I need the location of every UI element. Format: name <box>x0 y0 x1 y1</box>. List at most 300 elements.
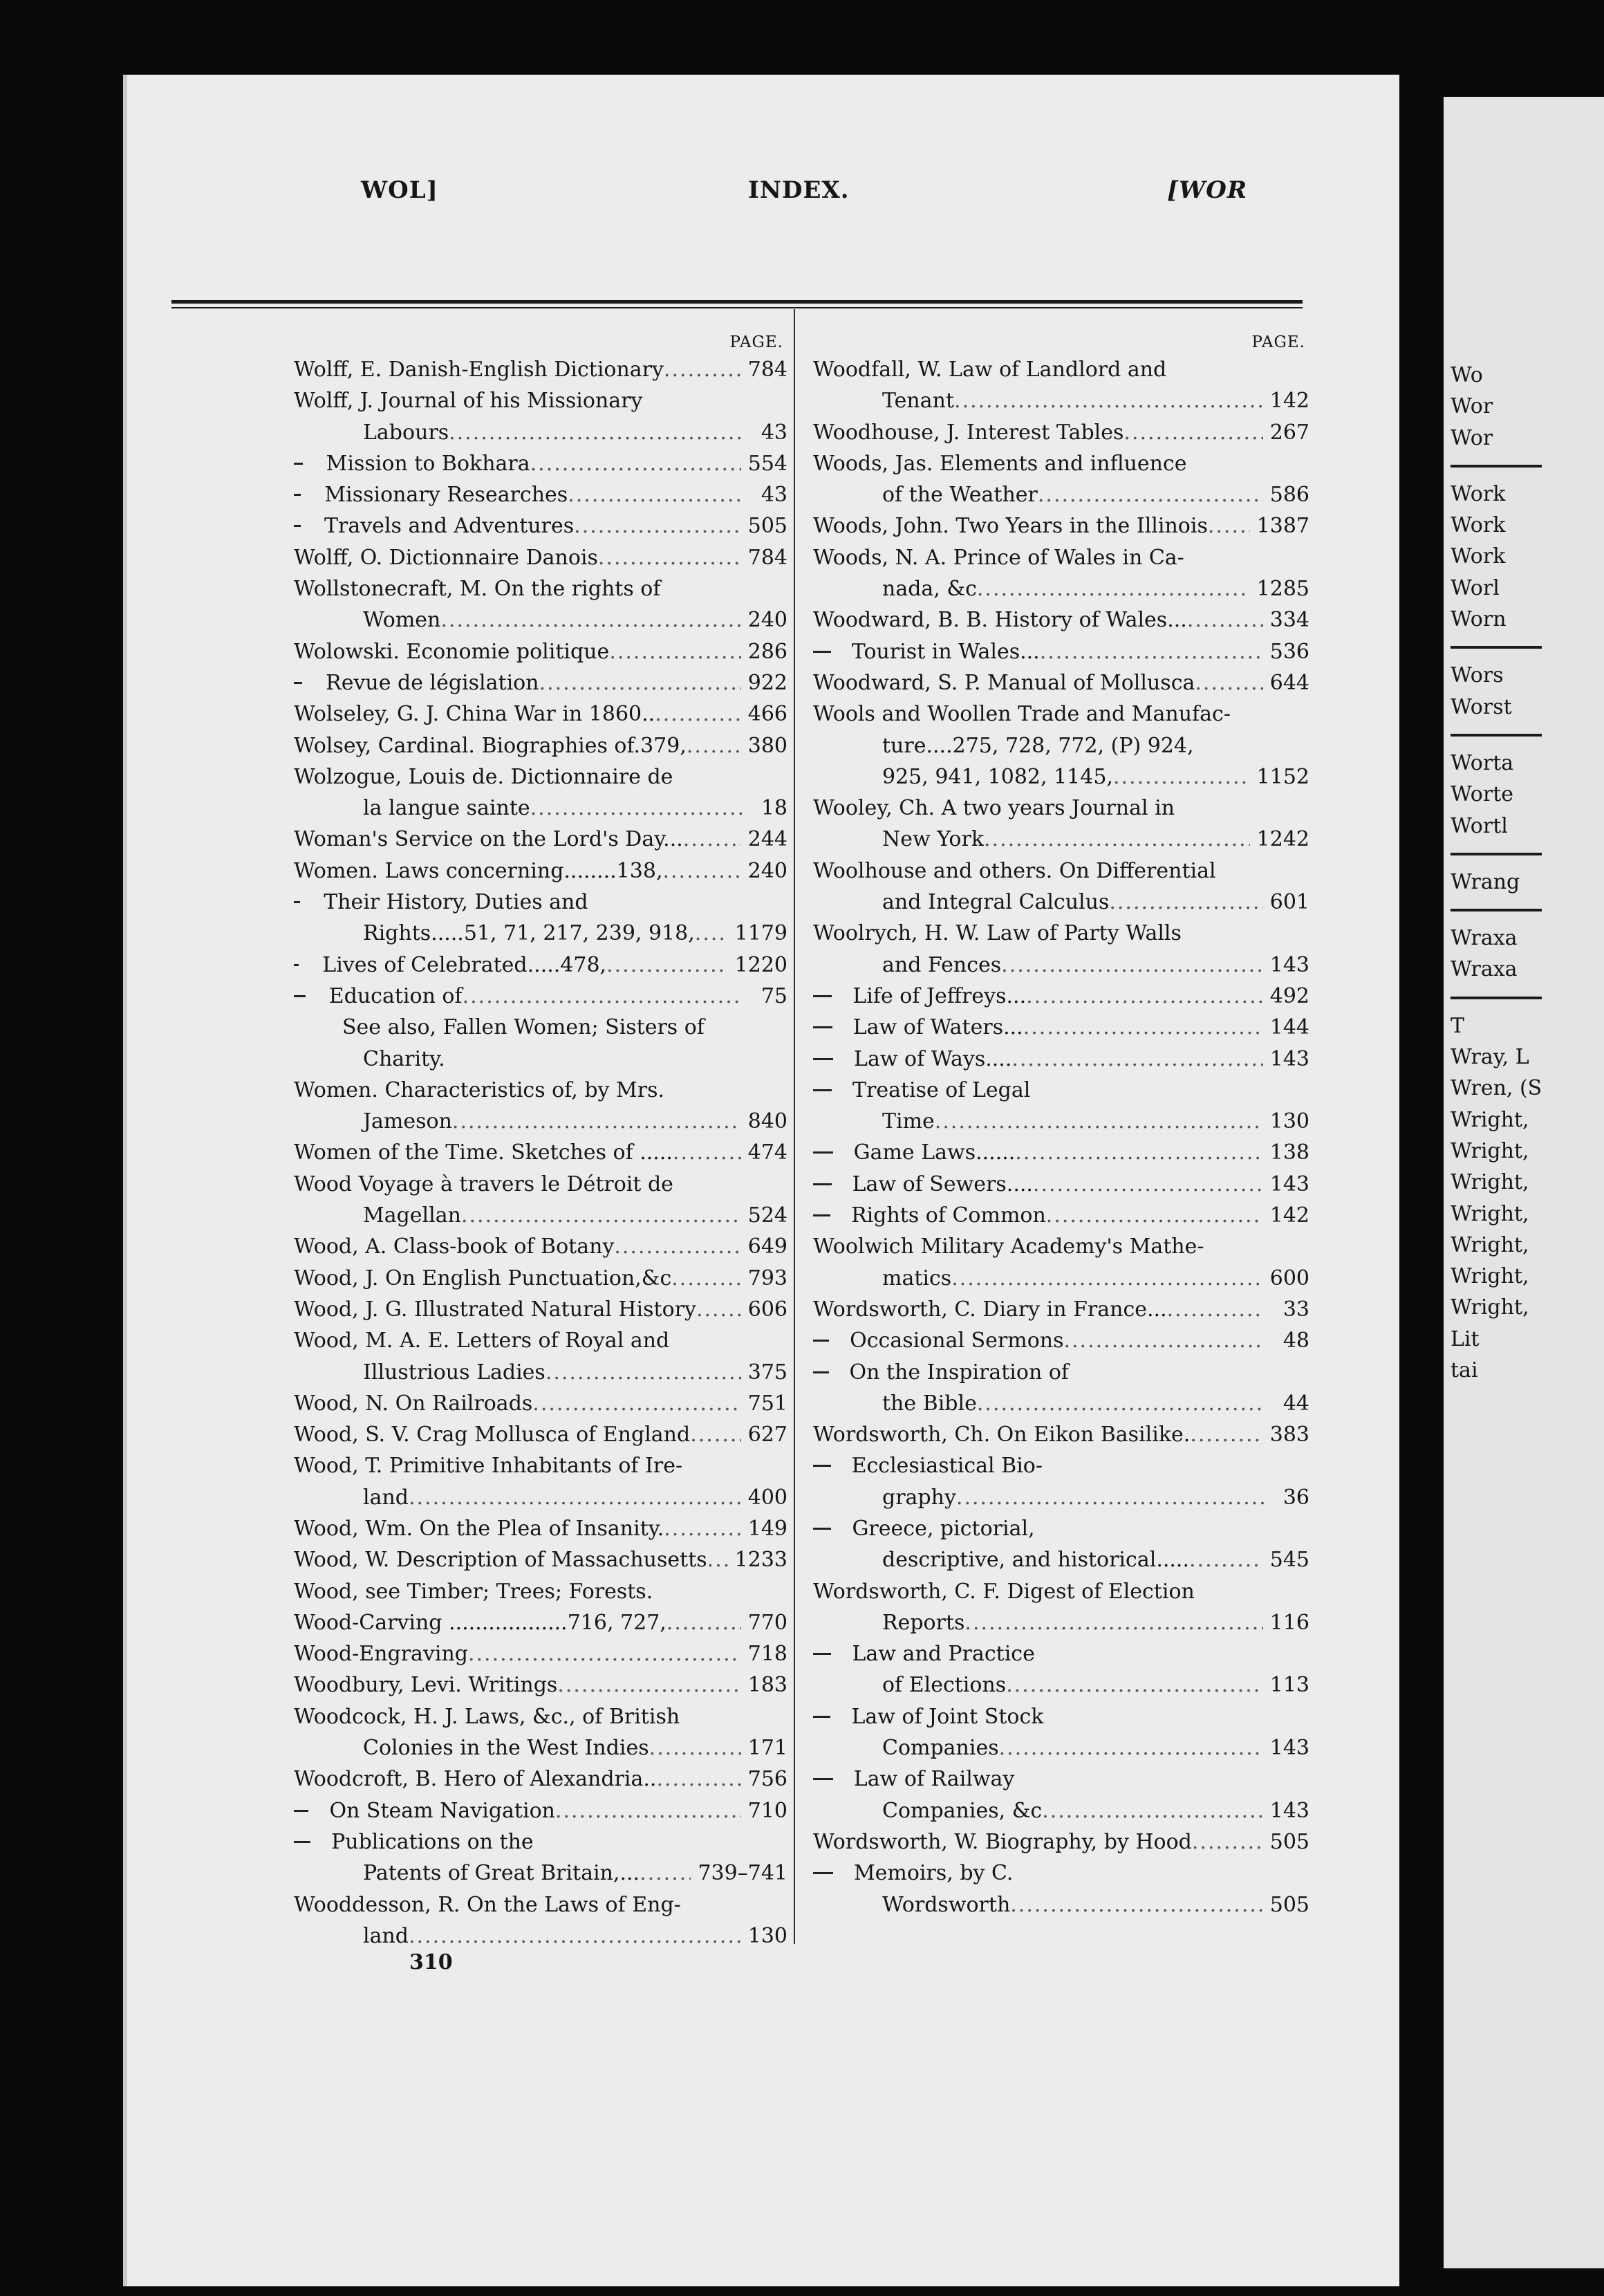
leader-dots <box>662 855 740 887</box>
entry-text: Wood-Carving ..................716, 727, <box>294 1610 666 1635</box>
index-entry <box>813 1482 1309 1513</box>
leader-dots <box>468 1638 741 1669</box>
index-entry <box>813 1357 1309 1388</box>
page-number: 627 <box>747 1423 787 1447</box>
page-number: 770 <box>747 1610 787 1635</box>
leader-dots <box>951 1263 1263 1294</box>
index-entry <box>294 1826 787 1858</box>
ditto-rule <box>813 1653 831 1655</box>
fragment-text: Wrang <box>1451 869 1520 894</box>
leader-dots <box>954 385 1263 416</box>
leader-dots <box>671 1263 740 1294</box>
ditto-rule <box>813 1872 833 1874</box>
leader-dots <box>656 1763 740 1795</box>
leader-dots <box>695 918 728 949</box>
page-number: 143 <box>1269 1046 1309 1071</box>
fragment-rule <box>1451 909 1542 911</box>
leader-dots <box>1010 1889 1262 1920</box>
leader-dots <box>568 479 742 510</box>
entry-text: Law of Waters... <box>852 1015 1023 1040</box>
index-entry <box>813 1638 1309 1669</box>
entry-text: Revue de législation <box>326 670 539 695</box>
fragment-text: Wo <box>1451 363 1483 387</box>
index-entry <box>294 448 787 479</box>
index-entry <box>294 542 787 573</box>
entry-text: Wolowski. Economie politique <box>294 639 610 664</box>
index-entry <box>813 761 1309 793</box>
page-number: 536 <box>1269 639 1309 664</box>
entry-text: Patents of Great Britain,... <box>363 1861 640 1886</box>
entry-text: Wood, T. Primitive Inhabitants of Ire- <box>294 1454 683 1479</box>
entry-text: New York <box>882 827 984 852</box>
entry-text: Wood, J. G. Illustrated Natural History <box>294 1297 696 1322</box>
ditto-rule <box>813 651 831 653</box>
index-entry <box>294 385 787 416</box>
leader-dots <box>532 1388 740 1419</box>
leader-dots <box>999 1732 1263 1763</box>
entry-text: Woodfall, W. Law of Landlord and <box>813 358 1167 382</box>
running-head-left: WOL] <box>361 176 438 204</box>
entry-text: Wordsworth, Ch. On Eikon Basilike. <box>813 1423 1191 1447</box>
entry-text: Wordsworth, C. F. Digest of Election <box>813 1579 1195 1604</box>
leader-dots <box>452 1106 741 1137</box>
page-number: 505 <box>1269 1892 1309 1917</box>
fragment-text: Wright, <box>1451 1138 1529 1163</box>
index-entry <box>813 1889 1309 1920</box>
entry-text: Woodward, S. P. Manual of Mollusca <box>813 670 1195 695</box>
page-number: 739–741 <box>698 1861 787 1886</box>
entry-text: Wood, see Timber; Trees; Forests. <box>294 1579 653 1604</box>
entry-text: Time <box>882 1109 935 1134</box>
index-entry <box>294 510 787 541</box>
entry-text: land <box>363 1923 409 1948</box>
index-entry <box>294 667 787 698</box>
page-number: 524 <box>747 1203 787 1228</box>
index-entry <box>294 1419 787 1450</box>
entry-text: Colonies in the West Indies <box>363 1736 649 1761</box>
page-number: 48 <box>1283 1328 1309 1353</box>
fragment-text: Worta <box>1451 750 1514 775</box>
entry-text: Memoirs, by C. <box>853 1861 1014 1886</box>
index-entry <box>813 1576 1309 1607</box>
index-entry <box>294 479 787 510</box>
entry-text: the Bible <box>882 1391 977 1416</box>
index-entry <box>294 1263 787 1294</box>
index-entry <box>294 1357 787 1388</box>
index-entry <box>813 667 1309 698</box>
ditto-rule <box>813 1778 833 1780</box>
next-page-fragment <box>1444 97 1604 2268</box>
index-entry <box>294 1701 787 1732</box>
page-number: 606 <box>747 1297 787 1322</box>
ditto-rule <box>294 995 306 997</box>
index-entry <box>294 1137 787 1168</box>
ditto-rule <box>294 682 302 684</box>
index-entry <box>294 698 787 730</box>
leader-dots <box>461 1200 741 1231</box>
entry-text: Occasional Sermons <box>850 1328 1064 1353</box>
entry-text: Charity. <box>363 1046 445 1071</box>
index-entry <box>813 448 1309 479</box>
entry-text: Treatise of Legal <box>852 1077 1031 1102</box>
index-entry <box>294 1482 787 1513</box>
entry-text: Woodhouse, J. Interest Tables <box>813 420 1124 445</box>
page-number: 600 <box>1269 1266 1309 1290</box>
fragment-rule <box>1451 465 1542 467</box>
index-entry <box>294 1325 787 1356</box>
fragment-text: Work <box>1451 513 1506 538</box>
index-entry <box>294 1169 787 1200</box>
entry-text: Women. Laws concerning........138, <box>294 858 663 883</box>
entry-text: Ecclesiastical Bio- <box>851 1454 1043 1479</box>
leader-dots <box>664 354 741 385</box>
leader-dots <box>1011 1044 1262 1075</box>
page-number: 784 <box>747 358 787 382</box>
ditto-rule <box>294 1841 310 1843</box>
fragment-rule <box>1451 734 1542 737</box>
entry-text: nada, &c <box>882 577 977 602</box>
entry-text: Life of Jeffreys... <box>852 983 1027 1008</box>
entry-text: Tenant <box>882 389 955 414</box>
index-entry <box>813 1513 1309 1544</box>
leader-dots <box>977 573 1250 604</box>
entry-text: Woolrych, H. W. Law of Party Walls <box>813 921 1182 946</box>
entry-text: Wools and Woollen Trade and Manufac- <box>813 702 1231 727</box>
entry-text: Wolseley, G. J. China War in 1860.. <box>294 702 655 727</box>
entry-text: Education of <box>328 983 463 1008</box>
entry-text: Woodcroft, B. Hero of Alexandria.. <box>294 1767 657 1792</box>
leader-dots <box>1046 1200 1263 1231</box>
entry-text: Publications on the <box>331 1829 534 1854</box>
page-number: 1220 <box>734 952 787 977</box>
ditto-rule <box>813 1371 829 1373</box>
ditto-rule <box>294 1810 308 1812</box>
page-number: 922 <box>747 670 787 695</box>
leader-dots <box>574 510 741 541</box>
index-entry <box>294 636 787 667</box>
entry-text: Law of Joint Stock <box>851 1704 1044 1729</box>
leader-dots <box>666 1607 741 1638</box>
ditto-rule <box>813 1340 829 1342</box>
index-entry <box>294 573 787 604</box>
ditto-rule <box>294 964 299 966</box>
index-entry <box>813 855 1309 887</box>
index-entry <box>294 1638 787 1669</box>
index-entry <box>294 1889 787 1920</box>
index-entry <box>813 1607 1309 1638</box>
page-number: 784 <box>747 545 787 570</box>
leader-dots <box>687 730 741 761</box>
index-entry <box>813 510 1309 541</box>
entry-text: Wolsey, Cardinal. Biographies of.379, <box>294 733 687 758</box>
index-entry <box>294 855 787 887</box>
page-number: 143 <box>1269 1172 1309 1196</box>
page-number: 43 <box>761 420 787 445</box>
page-number: 240 <box>747 608 787 633</box>
page-number: 1242 <box>1256 827 1309 852</box>
leader-dots <box>673 1137 741 1168</box>
entry-text: Reports <box>882 1610 965 1635</box>
index-entry <box>294 1388 787 1419</box>
index-entry <box>813 730 1309 761</box>
fragment-text: Wren, (S <box>1451 1076 1542 1101</box>
page-number: 142 <box>1269 389 1309 414</box>
entry-text: Woolwich Military Academy's Mathe- <box>813 1234 1204 1259</box>
fragment-text: Lit <box>1451 1326 1480 1351</box>
entry-text: matics <box>882 1266 952 1290</box>
leader-dots <box>1195 667 1262 698</box>
leader-dots <box>598 542 741 573</box>
fragment-text: Wraxa <box>1451 957 1518 982</box>
leader-dots <box>1042 1795 1263 1826</box>
entry-text: Wood, A. Class-book of Botany <box>294 1234 615 1259</box>
entry-text: See also, Fallen Women; Sisters of <box>342 1015 705 1040</box>
leader-dots <box>409 1482 741 1513</box>
entry-text: Wolff, J. Journal of his Missionary <box>294 389 643 414</box>
page-number: 505 <box>747 514 787 539</box>
index-entry <box>294 1544 787 1575</box>
leader-dots <box>1063 1325 1264 1356</box>
leader-dots <box>440 604 740 636</box>
running-head-right: [WOR <box>1167 176 1248 204</box>
leader-dots <box>655 698 741 730</box>
entry-text: Woods, N. A. Prince of Wales in Ca- <box>813 545 1184 570</box>
page-number: 75 <box>761 983 787 1008</box>
leader-dots <box>690 1419 741 1450</box>
page-number: 492 <box>1269 983 1309 1008</box>
leader-dots <box>609 636 740 667</box>
index-entry <box>813 636 1309 667</box>
page-number: 244 <box>747 827 787 852</box>
ditto-rule <box>294 494 301 496</box>
page-number: 142 <box>1269 1203 1309 1228</box>
entry-text: graphy <box>882 1485 956 1510</box>
index-entry <box>294 1732 787 1763</box>
index-entry <box>813 604 1309 636</box>
index-entry <box>294 1669 787 1701</box>
page-number: 644 <box>1269 670 1309 695</box>
fragment-text: Wray, L <box>1451 1045 1529 1070</box>
index-entry <box>813 1294 1309 1325</box>
fragment-rule <box>1451 997 1542 999</box>
entry-text: Wood, S. V. Crag Mollusca of England <box>294 1423 691 1447</box>
page-number: 143 <box>1269 952 1309 977</box>
page-number: 18 <box>761 796 787 821</box>
index-entry <box>813 1419 1309 1450</box>
page-number: 751 <box>747 1391 787 1416</box>
entry-text: Lives of Celebrated.....478, <box>322 952 607 977</box>
fragment-text: Worst <box>1451 694 1512 719</box>
leader-dots <box>606 950 728 981</box>
index-entry <box>813 1044 1309 1075</box>
fragment-text: Worn <box>1451 607 1507 632</box>
index-entry <box>294 1012 787 1043</box>
index-entry <box>813 1858 1309 1889</box>
fragment-text: Wor <box>1451 394 1493 419</box>
fragment-text: tai <box>1451 1358 1478 1383</box>
index-entry <box>813 479 1309 510</box>
entry-text: of Elections <box>882 1673 1007 1698</box>
page-label: PAGE. <box>729 333 783 351</box>
entry-text: Wood, W. Description of Massachusetts <box>294 1548 707 1573</box>
ditto-rule <box>813 995 832 997</box>
ditto-rule <box>294 463 303 465</box>
index-entry <box>813 1544 1309 1575</box>
ditto-rule <box>813 1465 831 1467</box>
leader-dots <box>1040 636 1263 667</box>
page-number: 171 <box>747 1736 787 1761</box>
index-entry <box>813 1075 1309 1106</box>
fragment-text: Wraxa <box>1451 926 1518 951</box>
index-entry <box>294 1576 787 1607</box>
page-number: 33 <box>1283 1297 1309 1322</box>
entry-text: Wood, N. On Railroads <box>294 1391 533 1416</box>
entry-text: Wooddesson, R. On the Laws of Eng- <box>294 1892 681 1917</box>
entry-text: Their History, Duties and <box>324 890 588 915</box>
page-number: 113 <box>1269 1673 1309 1698</box>
page-number: 1233 <box>734 1548 787 1573</box>
index-entry <box>813 1231 1309 1262</box>
ditto-rule <box>813 1716 830 1718</box>
entry-text: and Integral Calculus <box>882 890 1110 915</box>
entry-text: Woolhouse and others. On Differential <box>813 858 1216 883</box>
leader-dots <box>707 1544 728 1575</box>
index-entry <box>294 761 787 793</box>
leader-dots <box>1190 1419 1262 1450</box>
column-divider <box>794 309 795 1944</box>
index-entry <box>813 1200 1309 1231</box>
index-entry <box>294 1200 787 1231</box>
page-number: 375 <box>747 1360 787 1385</box>
entry-text: descriptive, and historical..... <box>882 1548 1189 1573</box>
fragment-text: Work <box>1451 544 1506 569</box>
page-number: 400 <box>747 1485 787 1510</box>
leader-dots <box>1113 761 1250 793</box>
leader-dots <box>1192 1826 1263 1858</box>
leader-dots <box>1033 1169 1263 1200</box>
fragment-text: Work <box>1451 481 1506 506</box>
page-number: 545 <box>1269 1548 1309 1573</box>
index-entry <box>294 1763 787 1795</box>
fragment-text: Wright, <box>1451 1201 1529 1226</box>
page-number: 130 <box>1269 1109 1309 1134</box>
entry-text: Wolzogue, Louis de. Dictionnaire de <box>294 764 673 789</box>
page-number: 718 <box>747 1642 787 1667</box>
right-column <box>813 331 1309 1920</box>
entry-text: On the Inspiration of <box>849 1360 1069 1385</box>
entry-text: Travels and Adventures <box>324 514 575 539</box>
leader-dots <box>935 1106 1263 1137</box>
ditto-rule <box>813 1026 832 1028</box>
entry-text: Greece, pictorial, <box>852 1516 1035 1541</box>
leader-dots <box>1026 981 1263 1012</box>
entry-text: Wood, J. On English Punctuation,&c <box>294 1266 672 1290</box>
entry-text: Game Laws...... <box>853 1140 1016 1165</box>
index-entry <box>813 1012 1309 1043</box>
index-entry <box>813 1137 1309 1168</box>
entry-text: Woodbury, Levi. Writings <box>294 1673 558 1698</box>
leader-dots <box>409 1920 741 1952</box>
entry-text: ture....275, 728, 772, (P) 924, <box>882 733 1194 758</box>
page-number: 649 <box>747 1234 787 1259</box>
entry-text: 925, 941, 1082, 1145, <box>882 764 1113 789</box>
page-number: 144 <box>1269 1015 1309 1040</box>
index-entry <box>813 1263 1309 1294</box>
entry-text: Wordsworth <box>882 1892 1011 1917</box>
fragment-rule <box>1451 853 1542 855</box>
index-entry <box>813 1763 1309 1795</box>
index-entry <box>813 1169 1309 1200</box>
entry-text: Companies, &c <box>882 1798 1043 1823</box>
page-number: 143 <box>1269 1736 1309 1761</box>
entry-text: of the Weather <box>882 483 1038 508</box>
index-entry <box>294 1075 787 1106</box>
page-number: 44 <box>1283 1391 1309 1416</box>
page-number: 43 <box>761 483 787 508</box>
page-number: 756 <box>747 1767 787 1792</box>
index-entry <box>294 1607 787 1638</box>
leader-dots <box>1015 1137 1262 1168</box>
entry-text: Woods, Jas. Elements and influence <box>813 451 1187 476</box>
page-number: 286 <box>747 639 787 664</box>
fragment-text: Wright, <box>1451 1170 1529 1195</box>
page-number: 383 <box>1269 1423 1309 1447</box>
index-entry <box>813 1450 1309 1481</box>
entry-text: Wood, M. A. E. Letters of Royal and <box>294 1328 670 1353</box>
leader-dots <box>614 1231 740 1262</box>
index-entry <box>813 1388 1309 1419</box>
index-entry <box>294 730 787 761</box>
index-entry <box>294 793 787 824</box>
page-number: 586 <box>1269 483 1309 508</box>
page-number: 138 <box>1269 1140 1309 1165</box>
fragment-text: Wors <box>1451 663 1504 688</box>
entry-text: Women. Characteristics of, by Mrs. <box>294 1077 665 1102</box>
entry-text: Mission to Bokhara <box>326 451 530 476</box>
index-entry <box>294 1795 787 1826</box>
leader-dots <box>1001 950 1263 981</box>
index-entry <box>813 887 1309 918</box>
index-entry <box>813 573 1309 604</box>
index-entry <box>813 417 1309 448</box>
ditto-rule <box>294 525 301 527</box>
entry-text: Law and Practice <box>852 1642 1035 1667</box>
leader-dots <box>449 417 742 448</box>
leader-dots <box>1023 1012 1263 1043</box>
page-number: 183 <box>747 1673 787 1698</box>
page-number: 840 <box>747 1109 787 1134</box>
ditto-rule <box>813 1183 832 1185</box>
leader-dots <box>664 1513 740 1544</box>
leader-dots <box>539 667 741 698</box>
entry-text: Women <box>363 608 441 633</box>
entry-text: and Fences <box>882 952 1002 977</box>
entry-text: Law of Railway <box>853 1767 1015 1792</box>
ditto-rule <box>813 1151 833 1154</box>
leader-dots <box>1109 887 1262 918</box>
index-entry <box>294 1450 787 1481</box>
entry-text: Woodward, B. B. History of Wales... <box>813 608 1187 633</box>
index-entry <box>294 1513 787 1544</box>
ditto-rule <box>813 1214 830 1216</box>
index-entry <box>813 542 1309 573</box>
entry-text: Wolff, E. Danish-English Dictionary <box>294 358 664 382</box>
index-entry <box>813 1795 1309 1826</box>
leader-dots <box>557 1669 740 1701</box>
leader-dots <box>463 981 742 1012</box>
fragment-text: Wor <box>1451 425 1493 450</box>
leader-dots <box>1123 417 1262 448</box>
